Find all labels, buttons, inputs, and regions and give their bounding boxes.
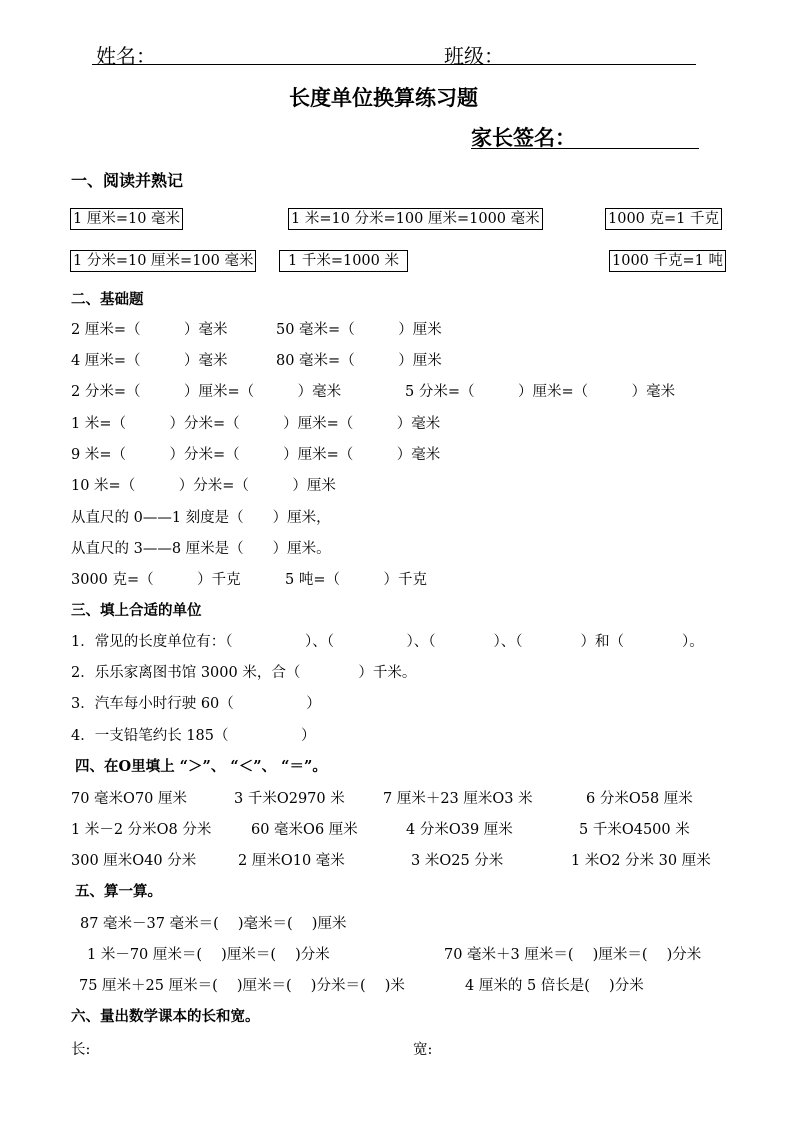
exercise-item: 9 米=（ ）分米=（ ）厘米=（ ）毫米 [71,447,441,463]
fact-box: 1 分米=10 厘米=100 毫米 [70,250,256,272]
fact-box: 1 千米=1000 米 [279,250,408,272]
compare-item: 4 分米O39 厘米 [406,822,513,838]
name-label: 姓名： [96,44,156,68]
fill-unit-item: 4．一支铅笔约长 185（ ） [71,728,316,744]
page-title: 长度单位换算练习题 [289,85,478,110]
class-label: 班级： [444,44,504,68]
exercise-item: 80 毫米=（ ）厘米 [276,353,442,369]
exercise-item: 4 厘米=（ ）毫米 [71,353,228,369]
name-class-line [92,40,696,65]
compare-item: 3 千米O2970 米 [234,791,345,807]
compare-item: 1 米－2 分米O8 分米 [71,822,212,838]
parent-sign-label: 家长签名： [471,125,576,150]
compare-item: 7 厘米＋23 厘米O3 米 [383,791,533,807]
exercise-item: 2 厘米=（ ）毫米 [71,322,228,338]
calc-item: 75 厘米＋25 厘米＝( )厘米＝( )分米＝( )米 [79,978,405,994]
compare-item: 2 厘米O10 毫米 [238,853,345,869]
exercise-item: 10 米=（ ）分米=（ ）厘米 [71,478,336,494]
section4-heading: 四、在O里填上 “＞”、 “＜”、 “＝”。 [75,758,327,775]
exercise-item: 2 分米=（ ）厘米=（ ）毫米 [71,384,342,400]
exercise-item: 1 米=（ ）分米=（ ）厘米=（ ）毫米 [71,416,441,432]
compare-item: 5 千米O4500 米 [579,822,690,838]
exercise-item: 3000 克=（ ）千克 [71,572,241,588]
fill-unit-item: 2．乐乐家离图书馆 3000 米，合（ ）千米。 [71,665,417,681]
exercise-item: 从直尺的 3——8 厘米是（ ）厘米。 [71,541,331,557]
fact-box: 1000 千克=1 吨 [609,250,726,272]
length-label: 长: [71,1042,91,1058]
section5-heading: 五、算一算。 [75,883,162,900]
fact-box: 1 厘米=10 毫米 [70,208,183,230]
fill-unit-item: 3．汽车每小时行驶 60（ ） [71,696,321,712]
calc-item: 70 毫米＋3 厘米＝( )厘米＝( )分米 [444,947,702,963]
calc-item: 4 厘米的 5 倍长是( )分米 [465,978,644,994]
fact-box: 1 米=10 分米=100 厘米=1000 毫米 [288,208,543,230]
compare-item: 300 厘米O40 分米 [71,853,197,869]
compare-item: 3 米O25 分米 [411,853,504,869]
exercise-item: 5 分米=（ ）厘米=（ ）毫米 [405,384,676,400]
section3-heading: 三、填上合适的单位 [71,602,202,619]
section2-heading: 二、基础题 [71,291,144,308]
compare-item: 70 毫米O70 厘米 [71,791,188,807]
compare-item: 6 分米O58 厘米 [586,791,693,807]
calc-item: 87 毫米－37 毫米＝( )毫米＝( )厘米 [80,916,347,932]
section1-heading: 一、阅读并熟记 [71,171,184,190]
fill-unit-item: 1．常见的长度单位有：（ ）、（ ）、（ ）、（ ）和（ ）。 [71,634,704,650]
width-label: 宽: [413,1042,433,1058]
compare-item: 60 毫米O6 厘米 [251,822,358,838]
section6-heading: 六、量出数学课本的长和宽。 [71,1008,260,1025]
compare-item: 1 米O2 分米 30 厘米 [571,853,711,869]
calc-item: 1 米－70 厘米＝( )厘米＝( )分米 [87,947,330,963]
exercise-item: 从直尺的 0——1 刻度是（ ）厘米， [71,510,331,526]
exercise-item: 5 吨=（ ）千克 [285,572,427,588]
fact-box: 1000 克=1 千克 [605,208,722,230]
exercise-item: 50 毫米=（ ）厘米 [276,322,442,338]
